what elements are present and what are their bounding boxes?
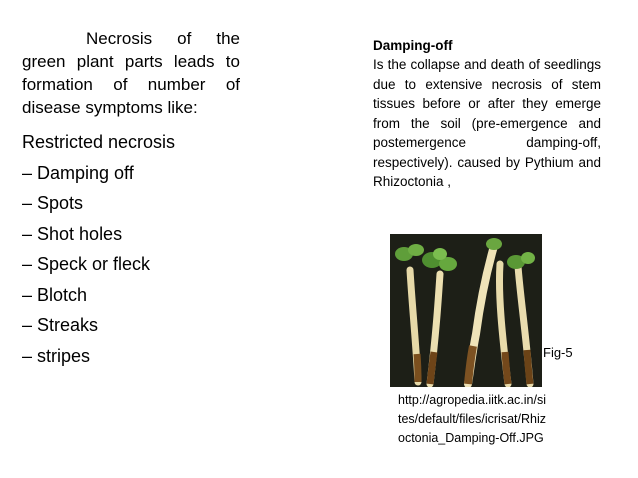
list-item: – Spots — [22, 193, 84, 213]
figure-label: Fig-5 — [543, 345, 573, 360]
right-column — [373, 36, 601, 192]
definition-paragraph: Is the collapse and death of seedlings due to extensive necrosis of stem tissues before or after they emerge from the soil (pre-emergence and postemergence damping-off, respectively). caused by Pythium and Rhizoctonia , — [373, 57, 601, 189]
left-column — [22, 27, 240, 371]
source-url: http://agropedia.iitk.ac.in/sites/default/files/icrisat/Rhizoctonia_Damping-Off.JPG — [398, 393, 546, 445]
list-item: – stripes — [22, 345, 91, 366]
list-item: – Speck or fleck — [22, 254, 151, 274]
list-item: Restricted necrosis — [22, 132, 176, 152]
intro-paragraph: Necrosis of the green plant parts leads to formation of number of disease symptoms like: — [22, 29, 240, 117]
section-heading: Damping-off — [373, 38, 453, 53]
list-item: – Blotch — [22, 284, 88, 305]
list-item: – Damping off — [22, 162, 134, 183]
list-item: – Streaks — [22, 315, 99, 335]
symptom-list — [22, 127, 240, 371]
list-item: – Shot holes — [22, 223, 123, 244]
seedlings-photo — [390, 234, 542, 387]
